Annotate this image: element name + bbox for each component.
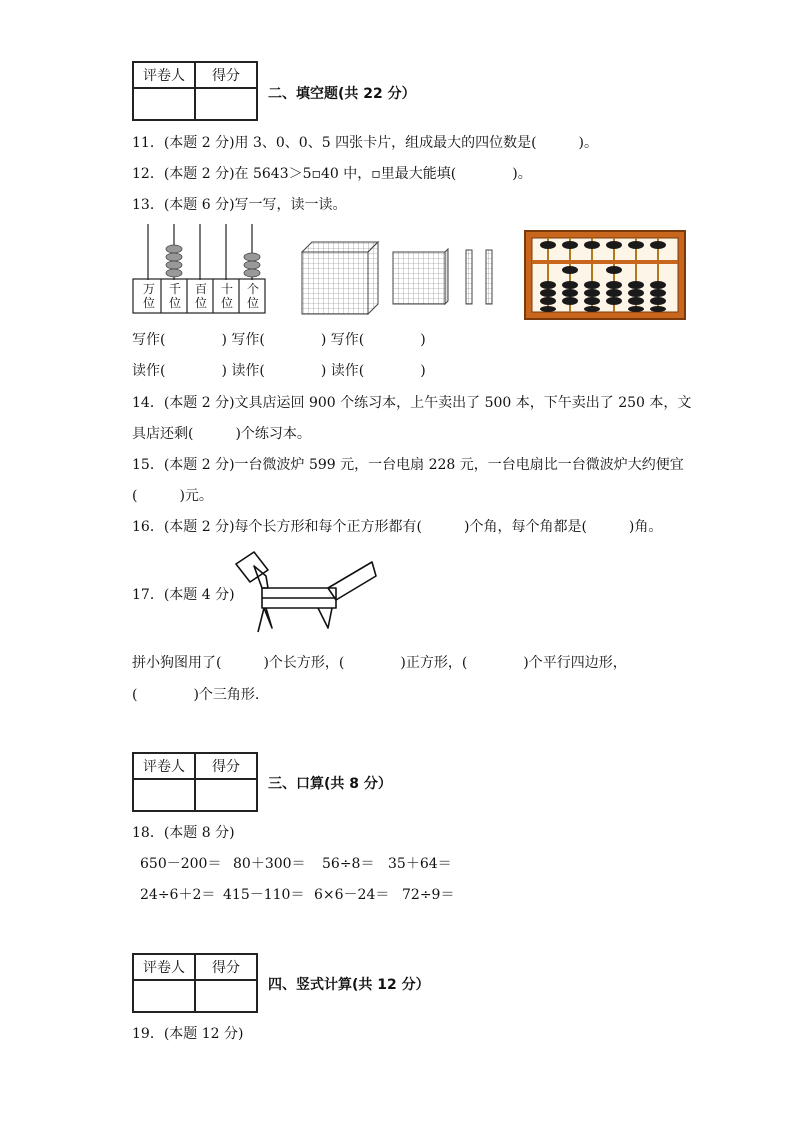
place-label-shi: 十位 — [220, 282, 233, 310]
calc-item: 35＋64＝ — [388, 856, 452, 872]
base-ten-blocks-figure — [298, 238, 508, 318]
calc-item: 80＋300＝ — [233, 856, 306, 872]
question-17-answer-line2: ( )个三角形. — [132, 687, 260, 703]
calc-item: 72÷9＝ — [402, 887, 455, 903]
calc-item: 56÷8＝ — [322, 856, 375, 872]
place-label-bai: 百位 — [194, 282, 207, 310]
question-19: 19．(本题 12 分) — [132, 1026, 244, 1042]
grader-header: 评卷人 — [133, 753, 195, 779]
puppy-shapes-figure — [232, 548, 382, 636]
calc-item: 24÷6＋2＝ — [140, 887, 216, 903]
score-table-2 — [132, 752, 258, 812]
question-12: 12．(本题 2 分)在 5643＞5▫40 中，▫里最大能填( )。 — [132, 166, 532, 182]
read-answers-row: 读作( ) 读作( ) 读作( ) — [132, 363, 426, 379]
calc-item: 650－200＝ — [140, 856, 222, 872]
grader-header: 评卷人 — [133, 954, 195, 980]
place-label-wan: 万位 — [142, 282, 155, 310]
section-title-fill-blank: 二、填空题(共 22 分） — [268, 86, 416, 102]
score-table-3 — [132, 953, 258, 1013]
grader-cell[interactable] — [133, 779, 195, 811]
question-14-line1: 14．(本题 2 分)文具店运回 900 个练习本，上午卖出了 500 本，下午卖出了 250 本，文 — [132, 395, 692, 411]
score-table-1 — [132, 61, 258, 121]
abacus-figure — [524, 230, 686, 320]
question-15-line2: ( )元。 — [132, 488, 213, 504]
score-header: 得分 — [195, 753, 257, 779]
write-answers-row: 写作( ) 写作( ) 写作( ) — [132, 332, 426, 348]
score-header: 得分 — [195, 954, 257, 980]
calc-item: 415－110＝ — [223, 887, 305, 903]
question-16: 16．(本题 2 分)每个长方形和每个正方形都有( )个角，每个角都是( )角。 — [132, 519, 663, 535]
question-14-line2: 具店还剩( )个练习本。 — [132, 426, 311, 442]
grader-cell[interactable] — [133, 88, 195, 120]
question-15-line1: 15．(本题 2 分)一台微波炉 599 元，一台电扇 228 元，一台电扇比一台微波炉大约便宜 — [132, 457, 684, 473]
section-title-mental-math: 三、口算(共 8 分） — [268, 776, 392, 792]
score-cell[interactable] — [195, 779, 257, 811]
question-18: 18．(本题 8 分) — [132, 825, 235, 841]
place-label-ge: 个位 — [246, 282, 259, 310]
place-label-qian: 千位 — [168, 282, 181, 310]
grader-header: 评卷人 — [133, 62, 195, 88]
question-17: 17．(本题 4 分) — [132, 587, 235, 603]
score-header: 得分 — [195, 62, 257, 88]
question-17-answer-line1: 拼小狗图用了( )个长方形，( )正方形，( )个平行四边形， — [132, 655, 627, 671]
question-11: 11．(本题 2 分)用 3、0、0、5 四张卡片，组成最大的四位数是( )。 — [132, 135, 598, 151]
calc-item: 6×6－24＝ — [314, 887, 390, 903]
score-cell[interactable] — [195, 980, 257, 1012]
score-cell[interactable] — [195, 88, 257, 120]
question-13: 13．(本题 6 分)写一写，读一读。 — [132, 197, 347, 213]
section-title-vertical-calc: 四、竖式计算(共 12 分） — [268, 977, 430, 993]
grader-cell[interactable] — [133, 980, 195, 1012]
